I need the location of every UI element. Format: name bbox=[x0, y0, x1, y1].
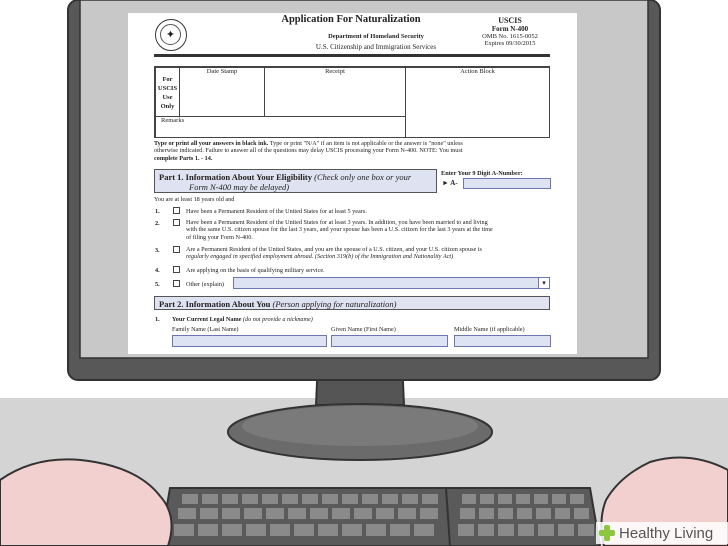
eligibility-option-1: Have been a Permanent Resident of the United States for at least 5 years. bbox=[186, 208, 367, 215]
item-number: 3. bbox=[155, 247, 160, 254]
agency-name: U.S. Citizenship and Immigration Services bbox=[315, 43, 437, 51]
chevron-down-icon[interactable]: ▾ bbox=[538, 278, 549, 288]
form-id-block bbox=[465, 16, 555, 47]
form-title: Application For Naturalization bbox=[281, 14, 421, 25]
eligibility-checkbox-1[interactable] bbox=[173, 207, 180, 214]
action-block-cell: Action Block bbox=[405, 67, 550, 138]
a-number-label: Enter Your 9 Digit A-Number: bbox=[441, 170, 523, 177]
eligibility-option-3: Are a Permanent Resident of the United States, and you are the spouse of a U.S. citizen, and your U.S. citizen spouse is regularly engaged in specified employment abroad. (Section 319(b) of the Immigration and Nationality Act) bbox=[186, 246, 482, 261]
instructions: Type or print all your answers in black ink. Type or print "N/A" if an item is not applicable or the answer is "none" unless otherwise indicated. Failure to answer all of the questions may delay USCIS processing your Form N-400. NOTE: You must complete Parts 1. - 14. bbox=[154, 140, 463, 162]
uscis-use-table bbox=[154, 66, 550, 138]
eligibility-checkbox-3[interactable] bbox=[173, 246, 180, 253]
dhs-seal-icon: ✦ bbox=[155, 19, 187, 51]
middle-name-label: Middle Name (if applicable) bbox=[454, 326, 525, 333]
q1-number: 1. bbox=[155, 316, 160, 323]
eligibility-option-4: Are applying on the basis of qualifying military service. bbox=[186, 267, 325, 274]
watermark-text: Healthy Living bbox=[619, 524, 714, 542]
a-number-prefix: ► A- bbox=[442, 179, 458, 187]
omb-number: OMB No. 1615-0052 bbox=[482, 33, 538, 40]
uscis-label: USCIS bbox=[498, 16, 522, 25]
a-number-input[interactable] bbox=[463, 178, 551, 189]
item-number: 1. bbox=[155, 208, 160, 215]
header-rule bbox=[154, 54, 550, 57]
other-explain-select[interactable] bbox=[233, 277, 550, 289]
eligibility-option-5: Other (explain) bbox=[186, 281, 224, 288]
eligibility-checkbox-5[interactable] bbox=[173, 280, 180, 287]
family-name-input[interactable] bbox=[172, 335, 327, 347]
part1-heading: Part 1. Information About Your Eligibility (Check only one box or your Form N-400 may be delayed) bbox=[154, 169, 437, 193]
family-name-label: Family Name (Last Name) bbox=[172, 326, 239, 333]
eligibility-checkbox-2[interactable] bbox=[173, 219, 180, 226]
eligibility-option-2: Have been a Permanent Resident of the United States for at least 3 years. In addition, you have been married to and living with the same U.S. citizen spouse for the last 3 years, and your spouse has been a U.S. citizen for the last 3 years at the time of filing your Form N-400. bbox=[186, 219, 493, 241]
department-name: Department of Homeland Security bbox=[328, 33, 424, 40]
date-stamp-cell: Date Stamp bbox=[179, 67, 265, 117]
healthy-living-watermark bbox=[596, 522, 728, 544]
item-number: 4. bbox=[155, 267, 160, 274]
part2-heading: Part 2. Information About You (Person applying for naturalization) bbox=[154, 296, 550, 310]
given-name-label: Given Name (First Name) bbox=[331, 326, 396, 333]
legal-name-label: Your Current Legal Name (do not provide a nickname) bbox=[172, 316, 313, 323]
plus-logo-icon bbox=[599, 525, 615, 541]
remarks-cell: Remarks bbox=[155, 116, 406, 138]
monitor-base-top bbox=[242, 406, 478, 446]
form-number: Form N-400 bbox=[491, 25, 529, 33]
given-name-input[interactable] bbox=[331, 335, 448, 347]
middle-name-input[interactable] bbox=[454, 335, 551, 347]
eligibility-checkbox-4[interactable] bbox=[173, 266, 180, 273]
item-number: 2. bbox=[155, 220, 160, 227]
for-uscis-use-label: For USCIS Use Only bbox=[155, 67, 180, 117]
item-number: 5. bbox=[155, 281, 160, 288]
expiration-date: Expires 09/30/2015 bbox=[484, 40, 536, 47]
n400-form-page bbox=[128, 13, 577, 354]
eligibility-intro: You are at least 18 years old and bbox=[154, 196, 235, 203]
receipt-cell: Receipt bbox=[264, 67, 406, 117]
